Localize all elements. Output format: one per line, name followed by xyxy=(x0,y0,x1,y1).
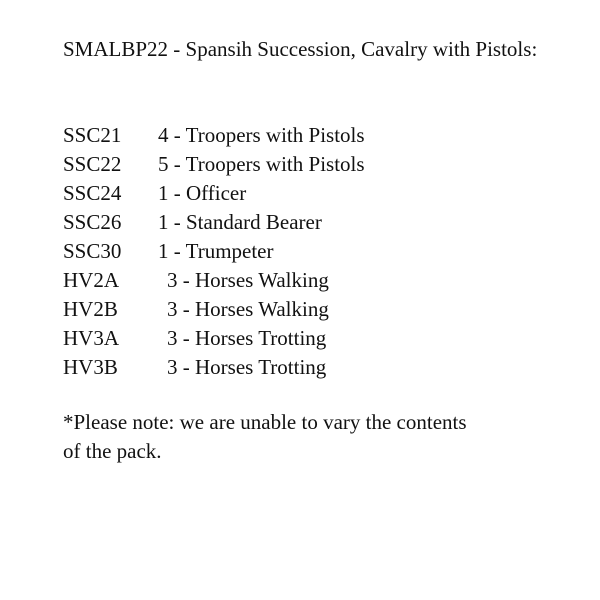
list-item xyxy=(63,295,543,324)
item-code: HV2B xyxy=(63,297,118,321)
item-code: SSC21 xyxy=(63,123,122,147)
list-item xyxy=(63,353,543,382)
item-description: 1 - Standard Bearer xyxy=(158,210,322,234)
item-description: 4 - Troopers with Pistols xyxy=(158,123,365,147)
list-item xyxy=(63,237,543,266)
item-description: 3 - Horses Trotting xyxy=(167,355,327,379)
item-code: HV2A xyxy=(63,268,119,292)
item-code: HV3A xyxy=(63,326,119,350)
list-item xyxy=(63,121,543,150)
item-description: 5 - Troopers with Pistols xyxy=(158,152,365,176)
list-item xyxy=(63,266,543,295)
item-code: SSC24 xyxy=(63,181,122,205)
item-code: SSC26 xyxy=(63,210,122,234)
list-item xyxy=(63,179,543,208)
pack-note: *Please note: we are unable to vary the contents of the pack. xyxy=(63,410,467,463)
item-description: 1 - Trumpeter xyxy=(158,239,274,263)
pack-contents-list xyxy=(63,121,543,382)
pack-title: SMALBP22 - Spansih Succession, Cavalry with Pistols: xyxy=(63,37,538,61)
list-item xyxy=(63,208,543,237)
item-code: HV3B xyxy=(63,355,118,379)
list-item xyxy=(63,150,543,179)
item-description: 3 - Horses Walking xyxy=(167,268,329,292)
item-description: 1 - Officer xyxy=(158,181,247,205)
item-description: 3 - Horses Trotting xyxy=(167,326,327,350)
item-description: 3 - Horses Walking xyxy=(167,297,329,321)
item-code: SSC30 xyxy=(63,239,122,263)
item-code: SSC22 xyxy=(63,152,122,176)
list-item xyxy=(63,324,543,353)
